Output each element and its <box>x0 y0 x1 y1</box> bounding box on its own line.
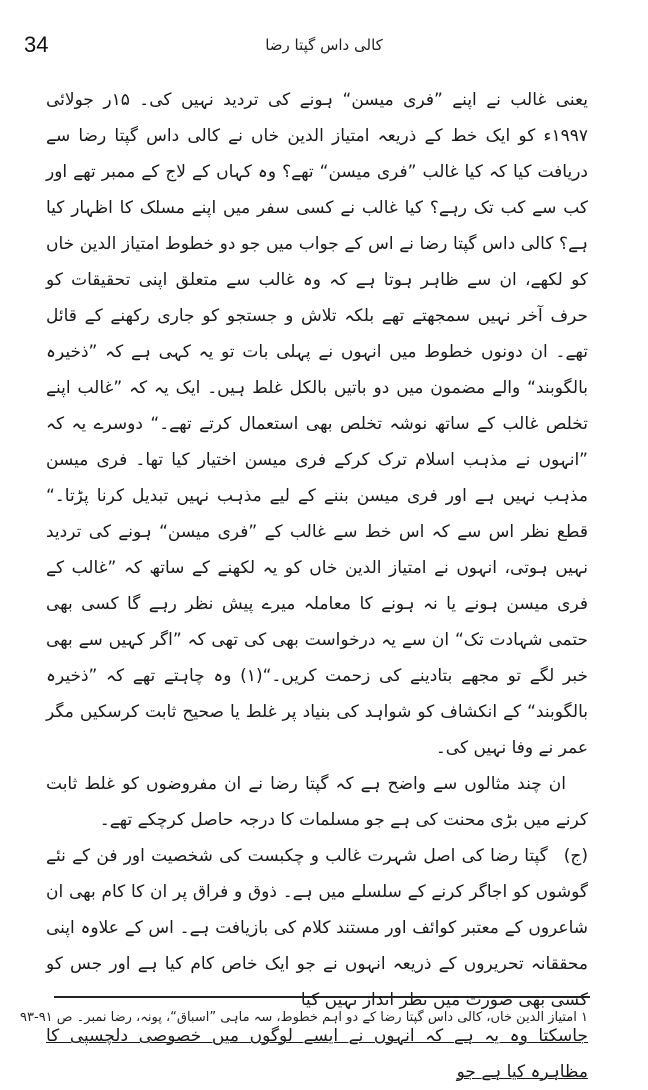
paragraph-1: یعنی غالب نے اپنے ”فری میسن“ ہونے کی تردید نہیں کی۔ ۱۵ر جولائی ۱۹۹۷ء کو ایک خط کے ذریعہ امتیاز الدین خاں نے کالی داس گپتا رضا سے دریافت کیا کہ کیا غالب ”فری میسن“ تھے؟ وہ کہاں کے لاج کے ممبر تھے اور کب سے کب تک رہے؟ کیا غالب نے کسی سفر میں اپنے مسلک کا اظہار کیا ہے؟ کالی داس گپتا رضا نے اس کے جواب میں جو دو خطوط امتیاز الدین خاں کو لکھے، ان سے ظاہر ہوتا ہے کہ وہ غالب سے متعلق اپنی تحقیقات کو حرف آخر نہیں سمجھتے تھے بلکہ تلاش و جستجو کو جاری رکھنے کے قائل تھے۔ ان دونوں خطوط میں انہوں نے پہلی بات تو یہ کہی ہے کہ ”ذخیرہ بالگوبند“ والے مضمون میں دو باتیں بالکل غلط ہیں۔ ایک یہ کہ ”غالب اپنے تخلص غالب کے ساتھ نوشہ تخلص بھی استعمال کرتے تھے۔“ دوسرے یہ کہ ”انہوں نے مذہب اسلام ترک کرکے فری میسن اختیار کیا تھا۔ فری میسن مذہب نہیں ہے اور فری میسن بننے کے لیے مذہب نہیں تبدیل کرنا پڑتا۔“ قطع نظر اس سے کہ اس خط سے غالب کے ”فری میسن“ ہونے کی تردید نہیں ہوتی، انہوں نے امتیاز الدین خاں کو یہ لکھنے کے ساتھ کہ ”غالب کے فری میسن ہونے یا نہ ہونے کا معاملہ میرے پیش نظر رہے گا کسی بھی حتمی شہادت تک“ ان سے یہ درخواست بھی کی تھی کہ ”اگر کہیں سے بھی خبر لگے تو مجھے بتادینے کی زحمت کریں۔“(۱) وہ چاہتے تھے کہ ”ذخیرہ بالگوبند“ کے انکشاف کو شواہد کی بنیاد پر غلط یا صحیح ثابت کرسکیں مگر عمر نے وفا نہیں کی۔ <box>46 90 588 758</box>
page-number: 34 <box>24 32 49 57</box>
footnote <box>20 1008 588 1028</box>
footnote-divider <box>54 996 590 998</box>
paragraph-3-text: گپتا رضا کی اصل شہرت غالب و چکبست کی شخصیت اور فن کے نئے گوشوں کو اجاگر کرنے کے سلسلے میں ہے۔ ذوق و فراق پر ان کا کام بھی ان شاعروں کے معتبر کوائف اور مستند کلام کی بازیافت ہے۔ اس کے علاوہ اپنی محققانہ تحریروں کے ذریعہ انہوں نے جو ایک خاص کام کیا ہے اور جس کو کسی بھی صورت میں نظر انداز نہیں کیا <box>46 846 588 1010</box>
footnote-marker: ۱ <box>581 1010 588 1025</box>
running-title: کالی داس گپتا رضا <box>265 36 383 54</box>
section-label: (ج) <box>563 846 588 866</box>
paragraph-3-last-line: جاسکتا وہ یہ ہے کہ انہوں نے ایسے لوگوں میں خصوصی دلچسپی کا مظاہرہ کیا ہے جو <box>46 1026 588 1082</box>
paragraph-2: ان چند مثالوں سے واضح ہے کہ گپتا رضا نے ان مفروضوں کو غلط ثابت کرنے میں بڑی محنت کی ہے جو مسلمات کا درجہ حاصل کرچکے تھے۔ <box>46 774 588 830</box>
footnote-text: امتیاز الدین خاں، کالی داس گپتا رضا کے دو اہم خطوط، سہ ماہی ”اسباق“، پونہ، رضا نمبر۔ ص ۹۱-۹۳ <box>20 1010 577 1025</box>
paragraph-3 <box>46 838 588 1090</box>
body-text <box>46 82 588 1090</box>
